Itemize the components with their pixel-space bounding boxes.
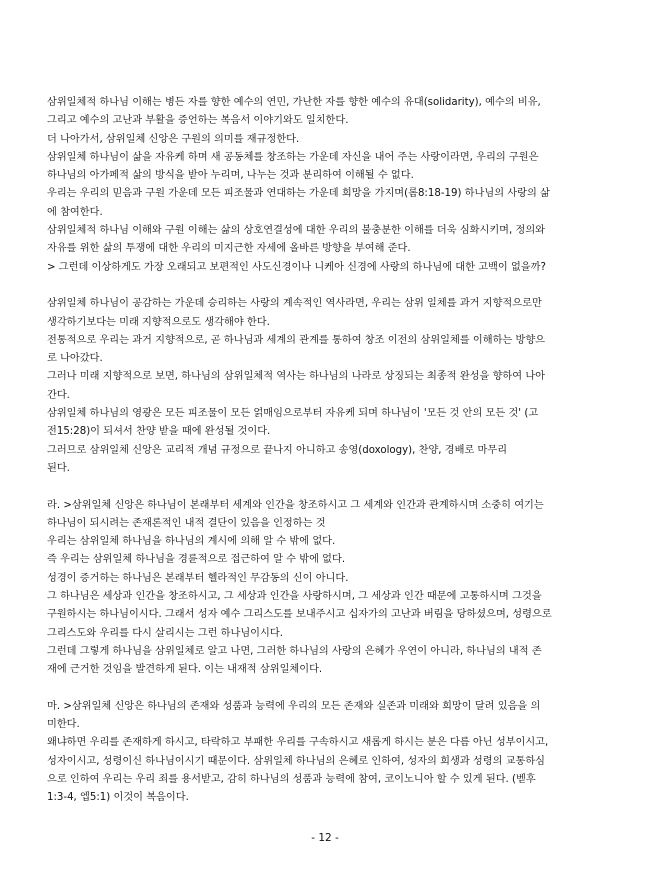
text-line: 전15:28)이 되셔서 찬양 받을 때에 완성될 것이다. [47, 426, 271, 438]
text-line: 삼위일체 하나님의 영광은 모든 피조물이 모든 얽매임으로부터 자유케 되며 하나님이 '모든 것 안의 모든 것' (고 [47, 408, 539, 420]
text-line: 마. >삼위일체 신앙은 하나님의 존재와 성품과 능력에 우리의 모든 존재와 실존과 미래와 희망이 달려 있음을 의 [47, 700, 541, 712]
text-line: 에 참여한다. [47, 206, 103, 218]
blank-line [47, 277, 605, 295]
text-line: > 그런데 이상하게도 가장 오래되고 보편적인 사도신경이나 니케아 신경에 사랑의 하나님에 대한 고백이 없을까? [47, 261, 546, 273]
text-line: 우리는 삼위일체 하나님을 하나님의 계시에 의해 알 수 밖에 없다. [47, 536, 336, 548]
blank-line [47, 680, 605, 698]
text-line: 재에 근거한 것임을 발견하게 된다. 이는 내재적 삼위일체이다. [47, 664, 323, 676]
text-line: 그 하나님은 세상과 인간을 창조하시고, 그 세상과 인간을 사랑하시며, 그 세상과 인간 때문에 고통하시며 그것을 [47, 591, 542, 603]
text-line: 더 나아가서, 삼위일체 신앙은 구원의 의미를 재규정한다. [47, 133, 300, 145]
blank-line [47, 478, 605, 496]
text-line: 그리스도와 우리를 다시 살리시는 그런 하나님이시다. [47, 627, 283, 639]
text-line: 1:3-4, 엡5:1) 이것이 복음이다. [47, 792, 189, 804]
text-line: 하나님의 아가페적 삶의 방식을 받아 누리며, 나누는 것과 분리하여 이해될 수 없다. [47, 170, 414, 182]
text-line: 구원하시는 하나님이시다. 그래서 성자 예수 그리스도를 보내주시고 십자가의 고난과 버림을 당하셨으며, 성령으로 [47, 609, 552, 621]
text-line: 그러나 미래 지향적으로 보면, 하나님의 삼위일체적 역사는 하나님의 나라로 상징되는 최종적 완성을 향하여 나아 [47, 371, 546, 383]
text-line: 로 나아갔다. [47, 353, 103, 365]
text-line: 으로 인하여 우리는 우리 죄를 용서받고, 감히 하나님의 성품과 능력에 참여, 코이노니아 할 수 있게 된다. (벧후 [47, 773, 536, 785]
text-line: 자유를 위한 삶의 투쟁에 대한 우리의 미지근한 자세에 올바른 방향을 부여해 준다. [47, 243, 411, 255]
text-line: 성경이 증거하는 하나님은 본래부터 헬라적인 무감동의 신이 아니다. [47, 572, 349, 584]
text-line: 전통적으로 우리는 과거 지향적으로, 곧 하나님과 세계의 관계를 통하여 창조 이전의 삼위일체를 이해하는 방향으 [47, 334, 546, 346]
text-line: 그러므로 삼위일체 신앙은 교리적 개념 규정으로 끝나지 아니하고 송영(doxology), 찬양, 경배로 마무리 [47, 444, 508, 456]
body-text [47, 94, 605, 808]
text-line: 그런데 그렇게 하나님을 삼위일체로 알고 나면, 그러한 하나님의 사랑의 은혜가 우연이 아니라, 하나님의 내적 존 [47, 645, 542, 657]
text-line: 성자이시고, 성령이신 하나님이시기 때문이다. 삼위일체 하나님의 은혜로 인하여, 성자의 희생과 성령의 교통하심 [47, 755, 546, 767]
text-line: 미한다. [47, 719, 80, 731]
text-line: 삼위일체 하나님이 공감하는 가운데 승리하는 사랑의 계속적인 역사라면, 우리는 삼위 일체를 과거 지향적으로만 [47, 298, 542, 310]
page-number: - 12 - [311, 832, 339, 844]
text-line: 삼위일체적 하나님 이해와 구원 이해는 삶의 상호연결성에 대한 우리의 불충분한 이해를 더욱 심화시키며, 정의와 [47, 225, 546, 237]
text-line: 된다. [47, 462, 70, 474]
text-line: 삼위일체 하나님이 삶을 자유케 하며 새 공동체를 창조하는 가운데 자신을 내어 주는 사랑이라면, 우리의 구원은 [47, 151, 539, 163]
text-line: 생각하기보다는 미래 지향적으로도 생각해야 한다. [47, 316, 270, 328]
text-line: 하나님이 되시려는 존재론적인 내적 결단이 있음을 인정하는 것 [47, 517, 326, 529]
text-line: 즉 우리는 삼위일체 하나님을 경륜적으로 접근하여 알 수 밖에 없다. [47, 554, 346, 566]
text-line: 라. >삼위일체 신앙은 하나님이 본래부터 세계와 인간을 창조하시고 그 세계와 인간과 관계하시며 소중히 여기는 [47, 499, 544, 511]
text-line: 간다. [47, 389, 70, 401]
text-line: 우리는 우리의 믿음과 구원 가운데 모든 피조물과 연대하는 가운데 희망을 가지며(롬8:18-19) 하나님의 사랑의 삶 [47, 188, 550, 200]
text-line: 삼위일체적 하나님 이해는 병든 자를 향한 예수의 연민, 가난한 자를 향한 예수의 유대(solidarity), 예수의 비유, [47, 97, 541, 108]
text-line: 그리고 예수의 고난과 부활을 증언하는 복음서 이야기와도 일치한다. [47, 115, 349, 127]
text-line: 왜냐하면 우리를 존재하게 하시고, 타락하고 부패한 우리를 구속하시고 새롭게 하시는 분은 다름 아닌 성부이시고, [47, 737, 549, 749]
